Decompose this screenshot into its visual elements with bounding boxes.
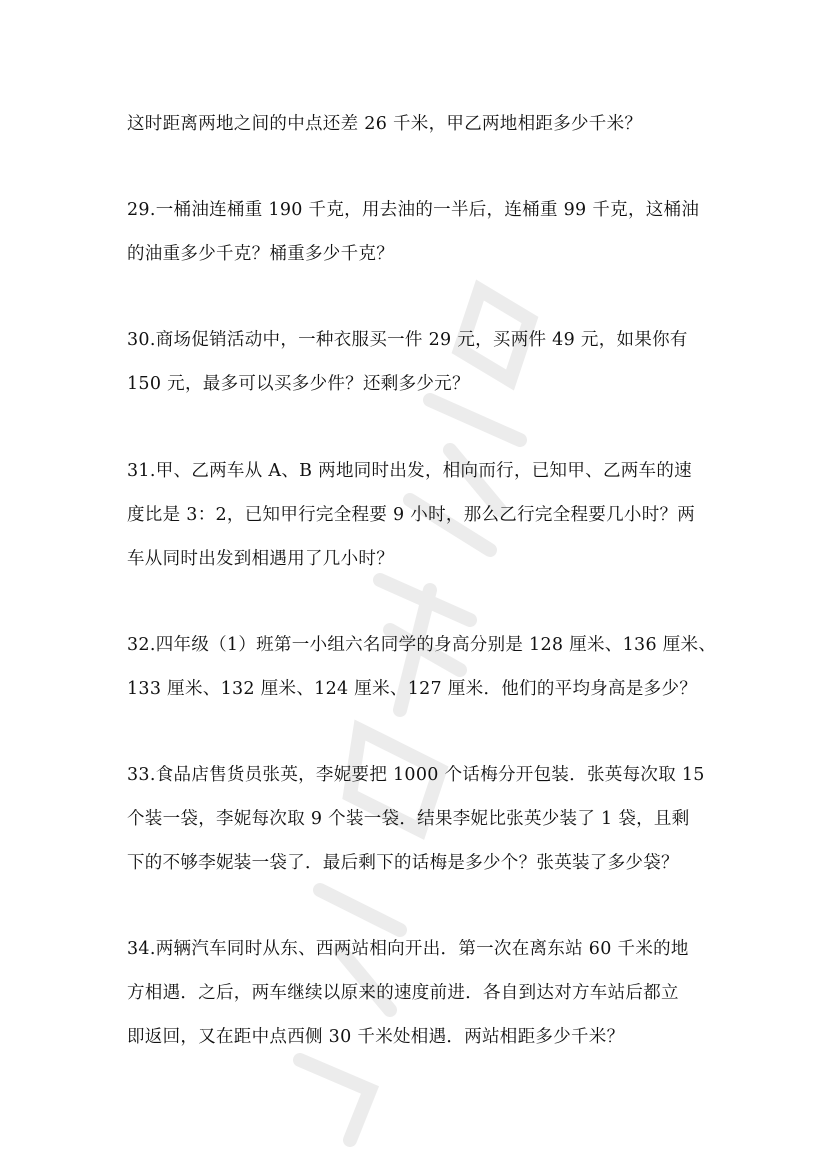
question-34-line-3: 即返回，又在距中点西侧 30 千米处相遇．两站相距多少千米？ bbox=[127, 1027, 625, 1047]
question-29-line-2: 的油重多少千克？桶重多少千克？ bbox=[127, 244, 394, 264]
question-32-line-1: 32.四年级（1）班第一小组六名同学的身高分别是 128 厘米、136 厘米、 bbox=[127, 635, 717, 655]
question-34-line-1: 34.两辆汽车同时从东、西两站相向开出．第一次在离东站 60 千米的地 bbox=[127, 939, 689, 959]
question-34-line-2: 方相遇．之后，两车继续以原来的速度前进．各自到达对方车站后都立 bbox=[127, 983, 679, 1003]
question-31-line-3: 车从同时出发到相遇用了几小时？ bbox=[127, 549, 394, 569]
text-line-1: 这时距离两地之间的中点还差 26 千米，甲乙两地相距多少千米？ bbox=[127, 114, 643, 134]
question-31-line-2: 度比是 3：2，已知甲行完全程要 9 小时，那么乙行完全程要几小时？两 bbox=[127, 505, 696, 525]
question-30-line-1: 30.商场促销活动中，一种衣服买一件 29 元，买两件 49 元，如果你有 bbox=[127, 330, 688, 350]
question-33-line-2: 个装一袋，李妮每次取 9 个装一袋．结果李妮比张英少装了 1 袋，且剩 bbox=[127, 809, 690, 829]
question-33-line-1: 33.食品店售货员张英，李妮要把 1000 个话梅分开包装．张英每次取 15 bbox=[127, 765, 705, 785]
question-33-line-3: 下的不够李妮装一袋了．最后剩下的话梅是多少个？张英装了多少袋？ bbox=[127, 853, 679, 873]
question-29-line-1: 29.一桶油连桶重 190 千克，用去油的一半后，连桶重 99 千克，这桶油 bbox=[127, 200, 700, 220]
question-31-line-1: 31.甲、乙两车从 A、B 两地同时出发，相向而行，已知甲、乙两车的速 bbox=[127, 461, 692, 481]
question-32-line-2: 133 厘米、132 厘米、124 厘米、127 厘米．他们的平均身高是多少？ bbox=[127, 679, 698, 699]
question-30-line-2: 150 元，最多可以买多少件？还剩多少元？ bbox=[127, 374, 470, 394]
